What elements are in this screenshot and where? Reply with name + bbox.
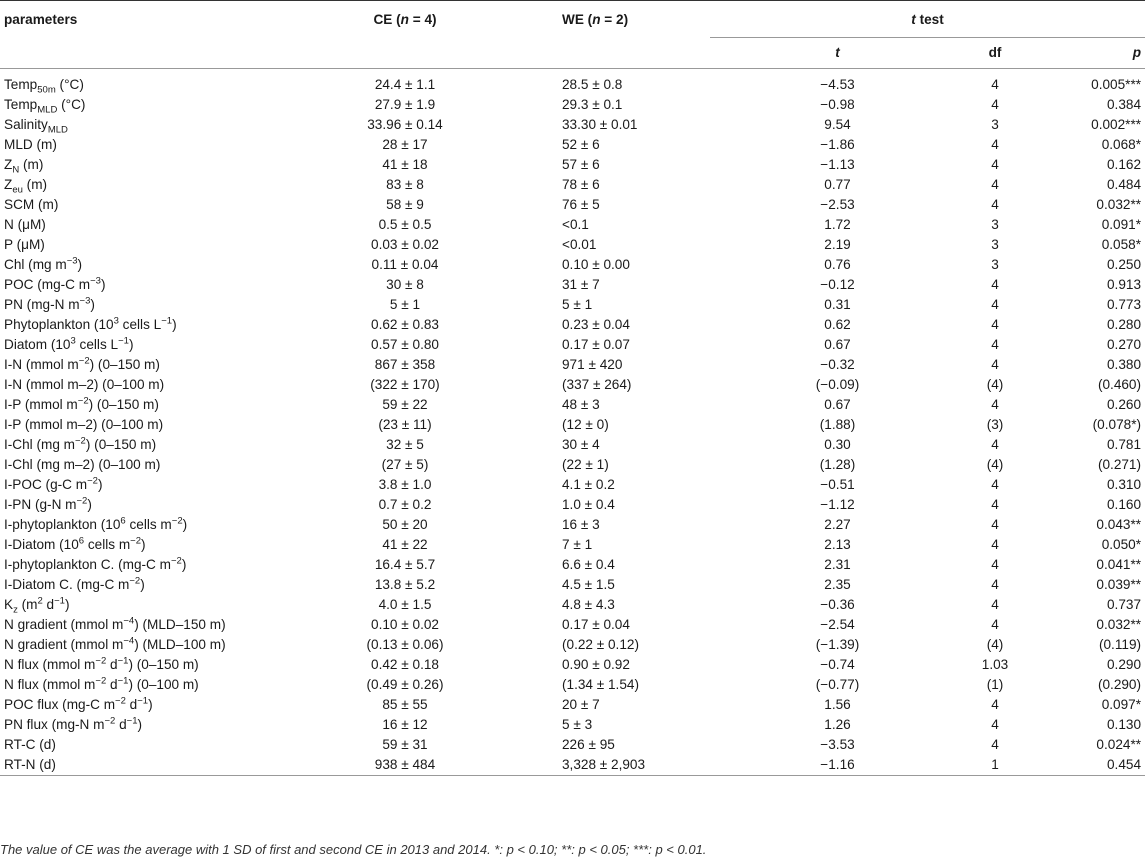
row-df-value: 4	[991, 317, 999, 332]
row-ce-value: (23 ± 11)	[378, 417, 432, 432]
row-p-value: 0.484	[1107, 177, 1142, 192]
row-t-value: 0.67	[824, 337, 851, 352]
row-t-value: 0.62	[824, 317, 851, 332]
row-df-value: 3	[991, 237, 999, 252]
row-p-value: 0.290	[1107, 657, 1142, 672]
row-we-value: 3,328 ± 2,903	[560, 755, 710, 776]
row-we-value: (337 ± 264)	[562, 377, 632, 392]
row-t-value: (−0.09)	[815, 377, 860, 392]
row-t-value: −3.53	[820, 737, 855, 752]
row-parameter: Temp$_{MLD}$ (°C)	[4, 97, 86, 116]
row-p-value: 0.280	[1107, 317, 1142, 332]
row-ce-value: 0.5 ± 0.5	[378, 217, 432, 232]
row-df-value: 4	[991, 97, 999, 112]
table-row	[0, 335, 1145, 355]
row-p-value: (0.119)	[1098, 637, 1142, 652]
row-df-value: 4	[991, 357, 999, 372]
row-p-value: 0.260	[1107, 397, 1142, 412]
table-row	[0, 155, 1145, 175]
row-parameter: $Z_{eu}$ (m)	[4, 177, 48, 196]
row-we-value: (22 ± 1)	[562, 457, 609, 472]
row-df-value: 4	[991, 557, 999, 572]
table-row	[0, 235, 1145, 255]
table-row	[0, 535, 1145, 555]
row-we-value: 16 ± 3	[562, 517, 600, 532]
row-p-value: 0.454	[1025, 755, 1145, 776]
row-t-value: −4.53	[710, 69, 965, 96]
table-row	[0, 655, 1145, 675]
row-we-value: 0.10 ± 0.00	[562, 257, 630, 272]
table-row	[0, 355, 1145, 375]
row-parameter: Chl (mg $m^{-3}$)	[4, 255, 83, 272]
row-df-value: 1.03	[981, 657, 1009, 672]
row-we-value: 0.23 ± 0.04	[562, 317, 630, 332]
table-body	[0, 69, 1145, 776]
row-t-value: (−1.39)	[815, 637, 860, 652]
table-row	[0, 135, 1145, 155]
row-df-value: 4	[991, 397, 999, 412]
row-df-value: 4	[991, 157, 999, 172]
row-df-value: 4	[991, 197, 999, 212]
row-ce-value: 59 ± 31	[382, 737, 428, 752]
row-t-value: 9.54	[824, 117, 851, 132]
row-ce-value: 0.57 ± 0.80	[371, 337, 439, 352]
row-we-value: 0.17 ± 0.07	[562, 337, 630, 352]
row-p-value: 0.032**	[1096, 197, 1142, 212]
row-ce-value: 32 ± 5	[386, 437, 424, 452]
table-row	[0, 615, 1145, 635]
row-ce-value: 41 ± 18	[382, 157, 428, 172]
row-ce-value: 0.7 ± 0.2	[378, 497, 432, 512]
table-row	[0, 715, 1145, 735]
row-ce-value: 16.4 ± 5.7	[374, 557, 436, 572]
row-t-value: 0.30	[824, 437, 851, 452]
table-row	[0, 175, 1145, 195]
row-t-value: −1.12	[820, 497, 855, 512]
row-t-value: −2.54	[820, 617, 855, 632]
row-parameter: Diatom ($10^3$ cells $L^{-1}$)	[4, 335, 134, 352]
row-we-value: 29.3 ± 0.1	[562, 97, 623, 112]
table-row	[0, 255, 1145, 275]
row-we-value: 5 ± 3	[562, 717, 593, 732]
row-we-value: 0.17 ± 0.04	[562, 617, 630, 632]
row-ce-value: 83 ± 8	[386, 177, 424, 192]
row-we-value: 78 ± 6	[562, 177, 600, 192]
row-parameter: I-phytoplankton C. (mg-C $m^{-2}$)	[4, 555, 187, 572]
row-ce-value: 41 ± 22	[382, 537, 428, 552]
table-row	[0, 395, 1145, 415]
row-parameter: RT-C (d)	[4, 737, 56, 752]
row-ce-value: 3.8 ± 1.0	[378, 477, 432, 492]
table-row	[0, 555, 1145, 575]
row-parameter: $Z_N$ (m)	[4, 157, 44, 176]
row-p-value: 0.041**	[1096, 557, 1142, 572]
row-df-value: (1)	[986, 677, 1004, 692]
table-row	[0, 735, 1145, 755]
row-t-value: −1.86	[820, 137, 855, 152]
row-t-value: 2.19	[824, 237, 851, 252]
row-t-value: (−0.77)	[815, 677, 860, 692]
row-p-value: 0.005***	[1025, 69, 1145, 96]
row-p-value: 0.091*	[1101, 217, 1142, 232]
row-df-value: 3	[991, 217, 999, 232]
header-we: WE (n = 2)	[560, 1, 710, 38]
row-t-value: −0.51	[820, 477, 855, 492]
row-df-value: 4	[991, 497, 999, 512]
row-ce-value: 5 ± 1	[389, 297, 421, 312]
row-df-value: 1	[965, 755, 1025, 776]
row-ce-value: 0.62 ± 0.83	[371, 317, 439, 332]
row-we-value: (0.22 ± 0.12)	[562, 637, 639, 652]
row-we-value: 20 ± 7	[562, 697, 600, 712]
row-df-value: 4	[991, 737, 999, 752]
row-ce-value: 27.9 ± 1.9	[374, 97, 436, 112]
row-ce-value: 50 ± 20	[382, 517, 428, 532]
row-parameter: I-P (mmol $m^{-2}$) (0–150 m)	[4, 395, 159, 412]
row-parameter: I-N (mmol m–2) (0–100 m)	[4, 377, 165, 392]
row-parameter: I-Diatom C. (mg-C $m^{-2}$)	[4, 575, 145, 592]
row-df-value: (4)	[986, 457, 1004, 472]
row-df-value: 4	[991, 137, 999, 152]
table-row	[0, 695, 1145, 715]
row-parameter: P (μM)	[4, 237, 45, 252]
row-we-value: 76 ± 5	[562, 197, 600, 212]
row-p-value: 0.032**	[1096, 617, 1142, 632]
row-we-value: 4.5 ± 1.5	[562, 577, 615, 592]
row-we-value: 48 ± 3	[562, 397, 600, 412]
row-parameter: N flux (mmol $m^{-2}$ $d^{-1}$) (0–150 m)	[4, 655, 199, 672]
row-df-value: 4	[991, 517, 999, 532]
row-we-value: 6.6 ± 0.4	[562, 557, 615, 572]
table-row	[0, 195, 1145, 215]
row-t-value: −0.74	[820, 657, 855, 672]
row-parameter: Salinity$_{MLD}$	[4, 117, 68, 136]
table-row	[0, 675, 1145, 695]
row-we-value: <0.01	[562, 237, 597, 252]
row-p-value: 0.913	[1107, 277, 1142, 292]
row-p-value: 0.781	[1107, 437, 1142, 452]
row-t-value: 1.72	[824, 217, 851, 232]
row-parameter: I-Diatom ($10^6$ cells $m^{-2}$)	[4, 535, 146, 552]
row-df-value: 4	[991, 297, 999, 312]
table-row	[0, 115, 1145, 135]
row-parameter: POC flux (mg-C $m^{-2}$ $d^{-1}$)	[4, 695, 153, 712]
header-parameters: parameters	[0, 1, 250, 38]
row-p-value: 0.384	[1107, 97, 1142, 112]
row-t-value: 0.77	[824, 177, 851, 192]
row-ce-value: 30 ± 8	[386, 277, 424, 292]
table-row	[0, 435, 1145, 455]
row-df-value: 4	[991, 177, 999, 192]
row-df-value: (4)	[986, 637, 1004, 652]
row-p-value: 0.130	[1107, 717, 1142, 732]
row-parameter: RT-N (d)	[0, 755, 250, 776]
row-we-value: 0.90 ± 0.92	[562, 657, 630, 672]
row-ce-value: (0.49 ± 0.26)	[366, 677, 444, 692]
table-row	[0, 69, 1145, 96]
table-row	[0, 475, 1145, 495]
row-p-value: (0.271)	[1097, 457, 1142, 472]
row-p-value: (0.460)	[1097, 377, 1142, 392]
row-p-value: 0.050*	[1101, 537, 1142, 552]
row-we-value: 52 ± 6	[562, 137, 600, 152]
row-df-value: 4	[991, 697, 999, 712]
table-row	[0, 315, 1145, 335]
row-t-value: 1.56	[824, 697, 851, 712]
row-ce-value: 938 ± 484	[250, 755, 560, 776]
row-t-value: 2.13	[824, 537, 851, 552]
table-header	[0, 1, 1145, 69]
row-parameter: PN flux (mg-N $m^{-2}$ $d^{-1}$)	[4, 715, 143, 732]
row-p-value: (0.290)	[1097, 677, 1142, 692]
row-p-value: 0.310	[1107, 477, 1142, 492]
row-df-value: 4	[991, 577, 999, 592]
row-parameter: Phytoplankton ($10^3$ cells $L^{-1}$)	[4, 315, 177, 332]
header-df: df	[965, 38, 1025, 69]
row-ce-value: 33.96 ± 0.14	[367, 117, 443, 132]
row-ce-value: 85 ± 55	[382, 697, 428, 712]
row-parameter: POC (mg-C $m^{-3}$)	[4, 275, 106, 292]
row-we-value: 4.8 ± 4.3	[562, 597, 615, 612]
row-t-value: −1.13	[820, 157, 855, 172]
row-df-value: 4	[991, 617, 999, 632]
row-t-value: 2.27	[824, 517, 851, 532]
row-ce-value: 867 ± 358	[374, 357, 436, 372]
row-ce-value: 58 ± 9	[386, 197, 424, 212]
row-we-value: 5 ± 1	[562, 297, 593, 312]
row-parameter: I-Chl (mg $m^{-2}$) (0–150 m)	[4, 435, 157, 452]
row-p-value: 0.097*	[1101, 697, 1142, 712]
row-parameter: SCM (m)	[4, 197, 59, 212]
row-ce-value: 13.8 ± 5.2	[374, 577, 436, 592]
row-t-value: −0.32	[820, 357, 855, 372]
row-parameter: N gradient (mmol $m^{-4}$) (MLD–150 m)	[4, 615, 226, 632]
row-t-value: 0.31	[824, 297, 851, 312]
row-t-value: (1.28)	[819, 457, 856, 472]
row-t-value: 0.67	[824, 397, 851, 412]
row-df-value: 4	[991, 277, 999, 292]
row-p-value: 0.160	[1107, 497, 1142, 512]
row-parameter: PN (mg-N $m^{-3}$)	[4, 295, 95, 312]
header-ce	[250, 1, 560, 38]
table-row	[0, 295, 1145, 315]
row-parameter: I-P (mmol m–2) (0–100 m)	[4, 417, 164, 432]
table-row	[0, 495, 1145, 515]
row-we-value: 28.5 ± 0.8	[560, 69, 710, 96]
row-df-value: 4	[991, 337, 999, 352]
row-df-value: 4	[991, 717, 999, 732]
table-row	[0, 635, 1145, 655]
row-we-value: 30 ± 4	[562, 437, 600, 452]
row-we-value: (1.34 ± 1.54)	[562, 677, 639, 692]
header-p: p	[1025, 38, 1145, 69]
row-t-value: 2.35	[824, 577, 851, 592]
row-ce-value: 0.11 ± 0.04	[371, 257, 439, 272]
row-t-value: −0.36	[820, 597, 855, 612]
table-row	[0, 755, 1145, 776]
table-row	[0, 275, 1145, 295]
row-parameter: I-Chl (mg m–2) (0–100 m)	[4, 457, 161, 472]
row-df-value: 4	[991, 537, 999, 552]
row-p-value: (0.078*)	[1092, 417, 1142, 432]
row-we-value: 971 ± 420	[562, 357, 623, 372]
row-parameter: I-POC (g-C $m^{-2}$)	[4, 475, 103, 492]
row-ce-value: 0.42 ± 0.18	[371, 657, 439, 672]
row-df-value: 3	[991, 257, 999, 272]
row-df-value: 4	[991, 597, 999, 612]
table-footnote: The value of CE was the average with 1 SD of first and second CE in 2013 and 2014. *: p < 0.10; **: p < 0.05; ***: p < 0.01.	[0, 842, 707, 857]
row-ce-value: 28 ± 17	[382, 137, 428, 152]
row-p-value: 0.270	[1107, 337, 1142, 352]
table-row	[0, 215, 1145, 235]
row-t-value: 1.26	[824, 717, 851, 732]
row-parameter: N (μM)	[4, 217, 46, 232]
row-t-value: 0.76	[824, 257, 851, 272]
row-parameter: N flux (mmol $m^{-2}$ $d^{-1}$) (0–100 m)	[4, 675, 199, 692]
row-ce-value: 16 ± 12	[382, 717, 428, 732]
table-row	[0, 375, 1145, 395]
row-df-value: (3)	[986, 417, 1004, 432]
row-we-value: <0.1	[562, 217, 589, 232]
row-parameter: MLD (m)	[4, 137, 57, 152]
row-ce-value: (0.13 ± 0.06)	[366, 637, 444, 652]
header-t: t	[710, 38, 965, 69]
row-p-value: 0.039**	[1096, 577, 1142, 592]
table-row	[0, 575, 1145, 595]
row-df-value: 4	[991, 437, 999, 452]
row-we-value: 33.30 ± 0.01	[562, 117, 638, 132]
row-ce-value: 4.0 ± 1.5	[378, 597, 432, 612]
row-parameter: $K_z$ ($m^2$ $d^{-1}$)	[4, 595, 70, 616]
row-ce-value: (322 ± 170)	[370, 377, 440, 392]
table-row	[0, 95, 1145, 115]
table-row	[0, 455, 1145, 475]
row-p-value: 0.043**	[1096, 517, 1142, 532]
row-t-value: −0.98	[820, 97, 855, 112]
row-we-value: 1.0 ± 0.4	[562, 497, 615, 512]
row-we-value: 7 ± 1	[562, 537, 593, 552]
row-p-value: 0.250	[1107, 257, 1142, 272]
table-row	[0, 515, 1145, 535]
row-we-value: 31 ± 7	[562, 277, 600, 292]
row-p-value: 0.002***	[1091, 117, 1142, 132]
row-t-value: −0.12	[820, 277, 855, 292]
row-p-value: 0.737	[1107, 597, 1142, 612]
row-we-value: 57 ± 6	[562, 157, 600, 172]
row-p-value: 0.058*	[1101, 237, 1142, 252]
row-t-value: (1.88)	[819, 417, 856, 432]
row-df-value: 4	[991, 477, 999, 492]
row-we-value: 4.1 ± 0.2	[562, 477, 615, 492]
row-ce-value: 0.10 ± 0.02	[371, 617, 439, 632]
row-parameter: Temp$_{50m}$ (°C)	[0, 69, 250, 96]
row-parameter: I-N (mmol $m^{-2}$) (0–150 m)	[4, 355, 160, 372]
header-ce-label: CE (n = 4)	[373, 12, 437, 27]
row-df-value: 3	[991, 117, 999, 132]
row-parameter: I-PN (g-N $m^{-2}$)	[4, 495, 92, 512]
row-we-value: 226 ± 95	[562, 737, 615, 752]
row-ce-value: 59 ± 22	[382, 397, 428, 412]
row-parameter: I-phytoplankton ($10^6$ cells $m^{-2}$)	[4, 515, 188, 532]
table-row	[0, 595, 1145, 615]
row-parameter: N gradient (mmol $m^{-4}$) (MLD–100 m)	[4, 635, 226, 652]
row-t-value: −1.16	[710, 755, 965, 776]
row-ce-value: 24.4 ± 1.1	[250, 69, 560, 96]
row-df-value: 4	[965, 69, 1025, 96]
row-t-value: −2.53	[820, 197, 855, 212]
row-p-value: 0.024**	[1096, 737, 1142, 752]
header-ttest: t test	[710, 1, 1145, 38]
row-ce-value: 0.03 ± 0.02	[371, 237, 439, 252]
table-row	[0, 415, 1145, 435]
row-p-value: 0.068*	[1101, 137, 1142, 152]
row-we-value: (12 ± 0)	[562, 417, 609, 432]
row-p-value: 0.162	[1107, 157, 1142, 172]
row-t-value: 2.31	[824, 557, 851, 572]
row-p-value: 0.380	[1107, 357, 1142, 372]
row-ce-value: (27 ± 5)	[381, 457, 429, 472]
row-df-value: (4)	[986, 377, 1004, 392]
row-p-value: 0.773	[1107, 297, 1142, 312]
